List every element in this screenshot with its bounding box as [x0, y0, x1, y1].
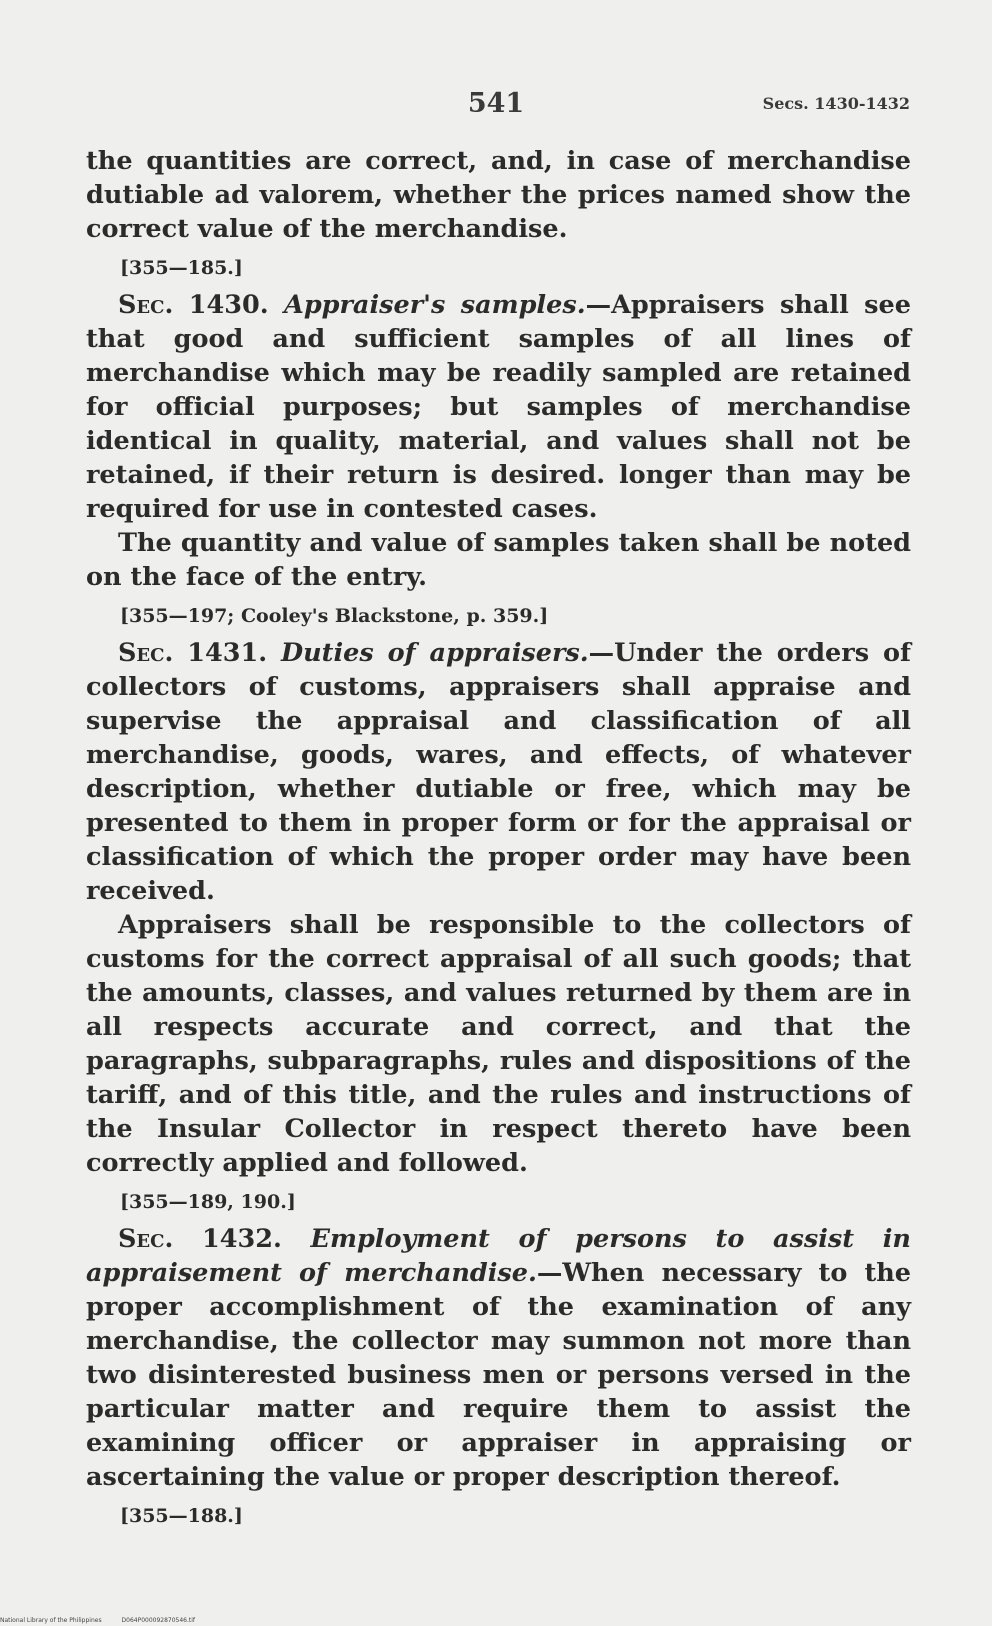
- page-number: 541: [467, 88, 525, 119]
- library-credit: National Library of the Philippines: [0, 1617, 102, 1624]
- section-label: Sec. 1430.: [118, 290, 269, 320]
- image-id: D064P000092870546.tif: [121, 1617, 196, 1624]
- section-1430-paragraph: [86, 288, 911, 526]
- citation: [355—185.]: [120, 257, 243, 279]
- citation: [355—197; Cooley's Blackstone, p. 359.]: [120, 605, 549, 627]
- section-body: —When necessary to the proper accomplishment of the examination of any merchandise, the collector may summon not more than two disinterested business men or persons versed in the particular matter and require them to assist the examining officer or appraiser in appraising or ascertaining the value or proper description thereof.: [86, 1258, 911, 1492]
- citation: [355—189, 190.]: [120, 1191, 296, 1213]
- section-label: Sec. 1432.: [118, 1224, 282, 1254]
- section-title: Appraiser's samples.: [284, 290, 586, 320]
- section-1431-paragraph-2: Appraisers shall be responsible to the collectors of customs for the correct appraisal of all such goods; that the amounts, classes, and values returned by them are in all respects accurate and correct, and that the paragraphs, subparagraphs, rules and dispositions of the tariff, and of this title, and the rules and instructions of the Insular Collector in respect thereto have been correctly applied and followed.: [86, 910, 911, 1178]
- section-1432-paragraph: [86, 1222, 911, 1494]
- continuation-paragraph: the quantities are correct, and, in case of merchandise dutiable ad valorem, whether the prices named show the correct value of the merchandise.: [86, 146, 911, 244]
- section-1430-paragraph-2: The quantity and value of samples taken shall be noted on the face of the entry.: [86, 528, 911, 592]
- scan-footer: [0, 1617, 213, 1624]
- section-1431-paragraph: [86, 636, 911, 908]
- running-head: Secs. 1430-1432: [762, 94, 910, 113]
- citation: [355—188.]: [120, 1505, 243, 1527]
- section-title: Duties of appraisers.: [281, 638, 589, 668]
- section-label: Sec. 1431.: [118, 638, 268, 668]
- section-body: —Under the orders of collectors of customs, appraisers shall appraise and supervise the appraisal and classification of all merchandise, goods, wares, and effects, of whatever description, whether dutiable or free, which may be presented to them in proper form or for the appraisal or classification of which the proper order may have been received.: [86, 638, 911, 906]
- section-title: Employment of persons to assist in appraisement of merchandise.: [86, 1224, 911, 1288]
- section-body: —Appraisers shall see that good and sufficient samples of all lines of merchandise which may be readily sampled are retained for official purposes; but samples of merchandise identical in quality, material, and values shall not be retained, if their return is desired. longer than may be required for use in contested cases.: [86, 290, 911, 524]
- body-text: [86, 144, 911, 1536]
